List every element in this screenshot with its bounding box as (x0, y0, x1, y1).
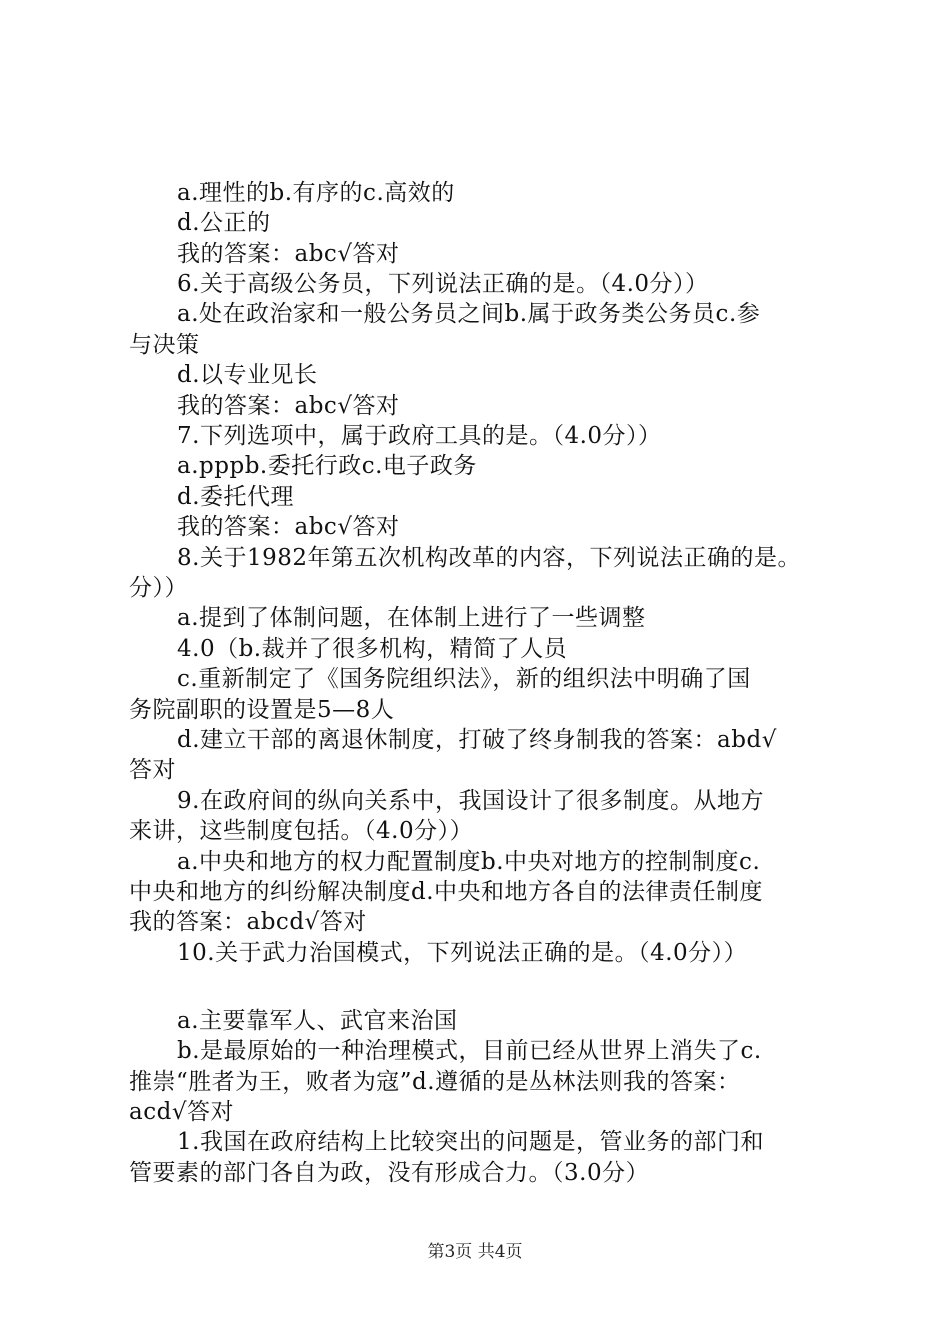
text-line: a.处在政治家和一般公务员之间b.属于政务类公务员c.参 (177, 301, 761, 327)
text-line: d.建立干部的离退休制度，打破了终身制我的答案：abd√ (177, 727, 777, 753)
question-line: 6.关于高级公务员，下列说法正确的是。（4.0分）） (177, 271, 709, 297)
text-line: a.主要靠军人、武官来治国 (177, 1008, 458, 1034)
text-line: 我的答案：abc√答对 (177, 241, 400, 267)
page-footer: 第3页 共4页 (427, 1242, 523, 1262)
text-line: b.是最原始的一种治理模式，目前已经从世界上消失了c. (177, 1038, 762, 1064)
text-line: a.理性的b.有序的c.高效的 (177, 180, 455, 206)
question-line: 1.我国在政府结构上比较突出的问题是，管业务的部门和 (177, 1129, 764, 1155)
text-line: a.pppb.委托行政c.电子政务 (177, 453, 477, 479)
text-line: 我的答案：abc√答对 (177, 514, 400, 540)
text-line: 中央和地方的纠纷解决制度d.中央和地方各自的法律责任制度 (129, 879, 764, 905)
question-line: 9.在政府间的纵向关系中，我国设计了很多制度。从地方 (177, 788, 764, 814)
text-line: acd√答对 (129, 1099, 234, 1125)
text-line: 答对 (129, 757, 176, 783)
text-line: 4.0（b.裁并了很多机构，精简了人员 (177, 636, 568, 662)
text-line: 与决策 (129, 332, 200, 358)
text-line: 我的答案：abcd√答对 (129, 909, 367, 935)
text-line: d.以专业见长 (177, 362, 318, 388)
question-line: 8.关于1982年第五次机构改革的内容，下列说法正确的是。 (177, 545, 801, 571)
text-line: 务院副职的设置是5—8人 (129, 697, 395, 723)
text-line: a.中央和地方的权力配置制度b.中央对地方的控制制度c. (177, 849, 761, 875)
text-line: d.公正的 (177, 210, 271, 236)
text-line: 分）） (129, 575, 188, 601)
text-line: a.提到了体制问题，在体制上进行了一些调整 (177, 605, 646, 631)
question-line: 7.下列选项中，属于政府工具的是。（4.0分）） (177, 423, 662, 449)
question-line: 10.关于武力治国模式，下列说法正确的是。（4.0分）） (177, 940, 748, 966)
text-line: 推崇“胜者为王，败者为寇”d.遵循的是丛林法则我的答案： (129, 1069, 741, 1095)
text-line: c.重新制定了《国务院组织法》，新的组织法中明确了国 (177, 666, 751, 692)
text-line: 来讲，这些制度包括。（4.0分）） (129, 818, 474, 844)
text-line: d.委托代理 (177, 484, 295, 510)
text-line: 我的答案：abc√答对 (177, 393, 400, 419)
text-line: 管要素的部门各自为政，没有形成合力。（3.0分） (129, 1160, 650, 1186)
